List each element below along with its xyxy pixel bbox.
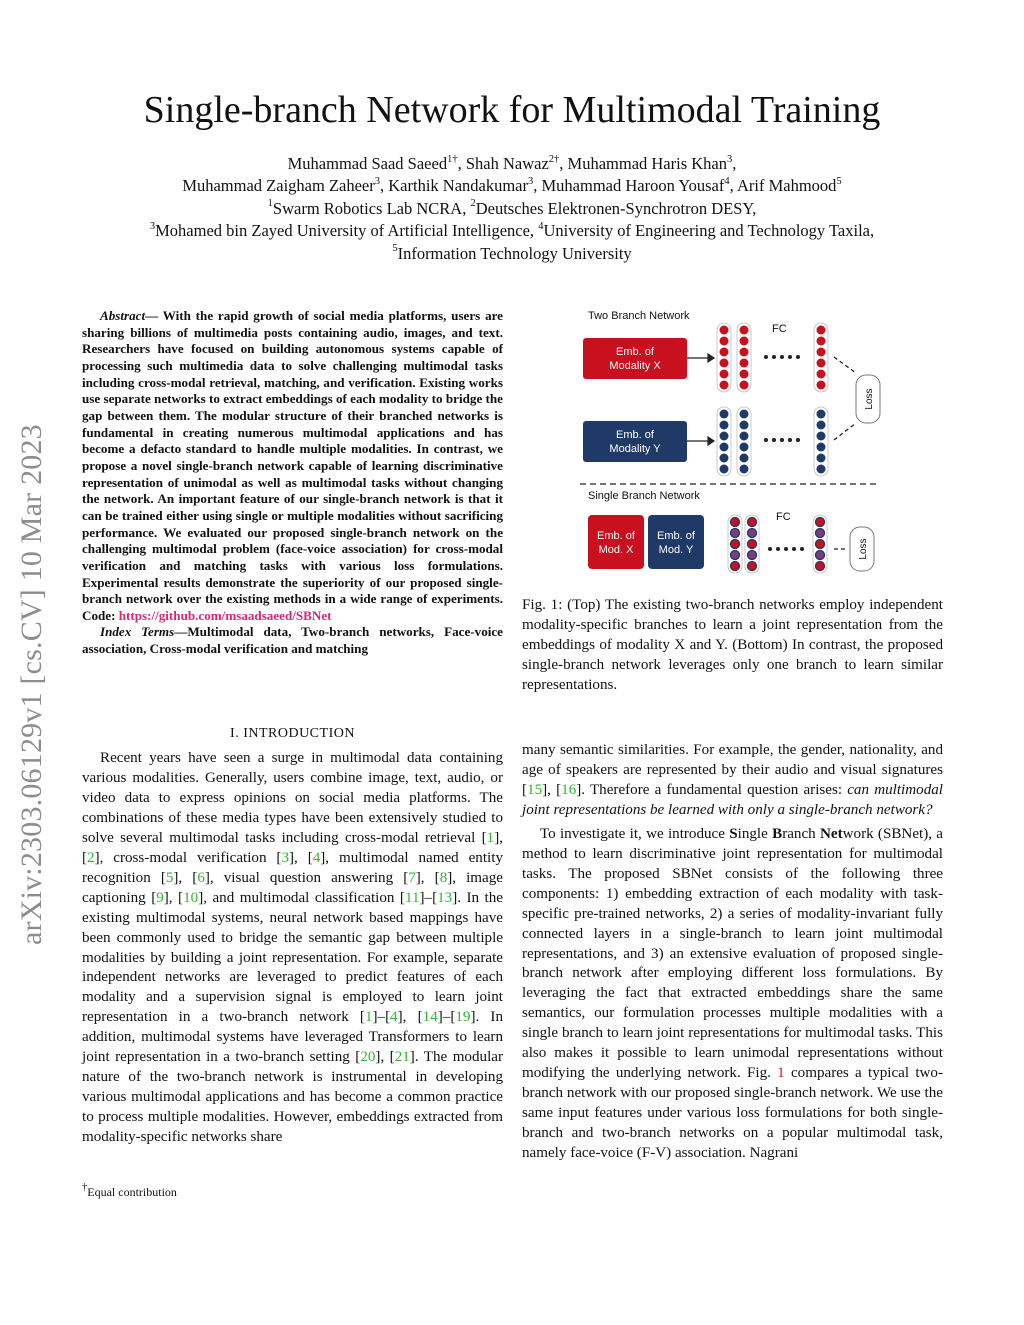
ellipsis-dot <box>776 547 780 551</box>
section-heading: I. INTRODUCTION <box>230 726 355 741</box>
code-link[interactable]: https://github.com/msaadsaeed/SBNet <box>118 607 332 623</box>
neuron-mixed <box>731 562 740 571</box>
neuron-red <box>720 370 729 379</box>
neuron-navy <box>817 454 826 463</box>
neuron-navy <box>740 421 749 430</box>
citation-link[interactable]: 11 <box>404 889 420 906</box>
neuron-red <box>817 381 826 390</box>
svg-text:Emb. of: Emb. of <box>616 346 654 358</box>
neuron-red <box>817 348 826 357</box>
arxiv-identifier: arXiv:2303.06129v1 [cs.CV] 10 Mar 2023 <box>15 424 48 945</box>
neuron-mixed <box>816 529 825 538</box>
author-block <box>80 153 944 265</box>
citation-link[interactable]: 1 <box>364 1009 373 1026</box>
affiliations-line-2: $^3$Mohamed bin Zayed University of Artificial Intelligence, $^4$University of Engineering and Technology Taxila, <box>149 220 875 241</box>
svg-text:Emb. of: Emb. of <box>597 530 635 542</box>
authors-line-1: Muhammad Saad Saeed$^{1\dagger}$, Shah Nawaz$^{2\dagger}$, Muhammad Haris Khan$^3$, <box>287 153 737 173</box>
citation-link[interactable]: 21 <box>394 1049 410 1066</box>
neuron-navy <box>720 410 729 419</box>
citation-link[interactable]: 6 <box>197 869 205 886</box>
neuron-navy <box>817 410 826 419</box>
neuron-navy <box>740 432 749 441</box>
citation-link[interactable]: 19 <box>455 1009 471 1026</box>
affiliations-line-3: $^5$Information Technology University <box>392 243 632 263</box>
neuron-red <box>720 337 729 346</box>
neuron-red <box>817 359 826 368</box>
neuron-mixed <box>748 529 757 538</box>
neuron-red <box>740 381 749 390</box>
citation-link[interactable]: 14 <box>422 1009 438 1026</box>
citation-link[interactable]: 10 <box>183 889 199 906</box>
network-diagram <box>580 305 890 585</box>
citation-link[interactable]: 16 <box>561 781 577 798</box>
research-question: can multimodal joint representations be learned with only a single-branch network? <box>522 781 943 818</box>
neuron-red <box>720 381 729 390</box>
citation-link[interactable]: 8 <box>439 869 448 886</box>
svg-text:Loss: Loss <box>864 388 875 410</box>
ellipsis-dot <box>768 547 772 551</box>
neuron-mixed <box>731 518 740 527</box>
ellipsis-dot <box>788 355 792 359</box>
affiliations-line-1: $^1$Swarm Robotics Lab NCRA, $^2$Deutsches Elektronen-Synchrotron DESY, <box>267 198 757 218</box>
ellipsis-dot <box>800 547 804 551</box>
neuron-red <box>817 337 826 346</box>
neuron-navy <box>720 443 729 452</box>
paper-title: Single-branch Network for Multimodal Training <box>143 89 881 131</box>
neuron-navy <box>720 421 729 430</box>
neuron-mixed <box>816 562 825 571</box>
neuron-navy <box>720 432 729 441</box>
svg-text:Emb. of: Emb. of <box>657 530 695 542</box>
index-terms-text: —Multimodal data, Two-branch networks, Face-voice association, Cross-modal verification and matching <box>82 624 503 657</box>
footnote: †Equal contribution <box>82 1182 177 1199</box>
citation-link[interactable]: 15 <box>527 781 543 798</box>
ellipsis-dot <box>796 355 800 359</box>
figure-reference-link[interactable]: 1 <box>777 1065 785 1082</box>
neuron-navy <box>740 443 749 452</box>
emb-modality-x-box <box>583 338 687 379</box>
fc-layers-single-branch <box>728 515 827 573</box>
svg-text:Modality X: Modality X <box>609 360 661 372</box>
fc-layers-two-branch <box>717 323 828 476</box>
loss-box-bottom <box>850 527 874 571</box>
citation-link[interactable]: 9 <box>156 889 164 906</box>
two-branch-label: Two Branch Network <box>588 310 690 322</box>
neuron-mixed <box>731 529 740 538</box>
intro-paragraph: Recent years have seen a surge in multimodal data containing various modalities. Generally, users combine image, text, audio, or video data to express opinions on social media platforms. The combinations of these media types have been extensively studied to solve several multimodal tasks including cross-modal retrieval [1], [2], cross-modal verification [3], [4], multimodal named entity recognition [5], [6], visual question answering [7], [8], image captioning [9], [10], and multimodal classification [11]–[13]. In the existing multimodal systems, neural network based mappings have been commonly used to bridge the semantic gap between multiple modalities by building a joint representation. For example, separate independent networks are leveraged to predict features of each modality and a supervision signal is employed to learn joint representation in a two-branch network [1]–[4], [14]–[19]. In addition, multimodal systems have leveraged Transformers to learn joint representation in a two-branch setting [20], [21]. The modular nature of the two-branch network is instrumental in developing various multimodal applications and has become a common practice to process multiple modalities. However, embeddings extracted from modality-specific networks share <box>82 750 503 1146</box>
abstract-label: Abstract <box>100 308 146 323</box>
ellipsis-dot <box>772 355 776 359</box>
figure-1 <box>580 305 890 585</box>
ellipsis-dot <box>796 438 800 442</box>
citation-link[interactable]: 3 <box>281 849 289 866</box>
neuron-navy <box>720 454 729 463</box>
abstract-text: — With the rapid growth of social media platforms, users are sharing billions of multimedia posts containing audio, images, and text. Researchers have focused on building autonomous systems capable of processing such multimedia data to solve challenging multimodal tasks including cross-modal retrieval, matching, and verification. Existing works use separate networks to extract embeddings of each modality to bridge the gap between them. The modular structure of their branched networks is fundamental in creating numerous multimodal applications and has become a defacto standard to handle multiple modalities. In contrast, we propose a novel single-branch network capable of learning discriminative representation of unimodal as well as multimodal tasks without changing the network. An important feature of our single-branch network is that it can be trained either using single or multiple modalities without sacrificing performance. We evaluated our proposed single-branch network on the challenging multimodal problem (face-voice association) for cross-modal verification and matching tasks with various loss formulations. Experimental results demonstrate the superiority of our proposed single-branch network over the existing methods in a wide range of experiments. Code: <box>82 308 503 623</box>
svg-text:Mod. X: Mod. X <box>598 544 634 556</box>
svg-text:Loss: Loss <box>858 538 869 560</box>
neuron-mixed <box>816 518 825 527</box>
ellipsis-dot <box>764 355 768 359</box>
ellipsis-dot <box>764 438 768 442</box>
emb-mod-y-box <box>648 515 704 569</box>
emb-mod-x-box <box>588 515 644 569</box>
emb-modality-y-box <box>583 421 687 462</box>
neuron-red <box>720 348 729 357</box>
neuron-mixed <box>731 540 740 549</box>
citation-link[interactable]: 4 <box>390 1009 398 1026</box>
svg-text:Mod. Y: Mod. Y <box>658 544 694 556</box>
loss-box-top <box>856 375 880 423</box>
svg-text:Modality Y: Modality Y <box>609 443 661 455</box>
ellipsis-dot <box>780 438 784 442</box>
fc-label-top: FC <box>772 323 787 335</box>
neuron-red <box>720 326 729 335</box>
neuron-red <box>740 348 749 357</box>
neuron-mixed <box>731 551 740 560</box>
citation-link[interactable]: 2 <box>87 849 95 866</box>
citation-link[interactable]: 1 <box>486 829 495 846</box>
authors-line-2: Muhammad Zaigham Zaheer$^3$, Karthik Nandakumar$^3$, Muhammad Haroon Yousaf$^4$, Arif Mahmood$^5$ <box>182 175 842 196</box>
ellipsis-dot <box>788 438 792 442</box>
ellipsis-dot <box>792 547 796 551</box>
index-terms-label: Index Terms <box>100 624 175 640</box>
ellipsis-dot <box>780 355 784 359</box>
citation-link[interactable]: 4 <box>312 849 321 866</box>
neuron-red <box>740 359 749 368</box>
right-column-text: many semantic similarities. For example, the gender, nationality, and age of speakers are represented by their audio and visual signatures [15], [16]. Therefore a fundamental question arises: can multimodal joint representations be learned with only a single-branch network? To investigate it, we introduce Single Branch Network (SBNet), a method to learn discriminative joint representation for multimodal tasks. The proposed SBNet consists of the following three components: 1) embedding extraction of each modality with task-specific pre-trained networks, 2) a series of modality-invariant fully connected layers in a single-branch to learn joint multimodal representations, and 3) an extensive evaluation of proposed single-branch network after employing different loss formulations. By leveraging the fact that extracted embeddings share the same semantics, our formulation processes multiple modalities with a single branch to learn joint representations for multimodal tasks. This also makes it possible to learn unimodal representations without modifying the underlying network. Fig. 1 compares a typical two-branch network with our proposed single-branch network. We use the same input features under various loss formulations for both single-branch and two-branch networks on a popular multimodal task, namely face-voice (F-V) association. Nagrani <box>522 742 943 1162</box>
neuron-navy <box>817 421 826 430</box>
svg-text:Emb. of: Emb. of <box>616 429 654 441</box>
neuron-navy <box>817 465 826 474</box>
single-branch-label: Single Branch Network <box>588 490 700 502</box>
neuron-red <box>740 337 749 346</box>
neuron-navy <box>740 465 749 474</box>
neuron-red <box>740 370 749 379</box>
citation-link[interactable]: 13 <box>437 889 453 906</box>
neuron-mixed <box>748 562 757 571</box>
ellipsis-dot <box>784 547 788 551</box>
citation-link[interactable]: 5 <box>165 869 174 886</box>
neuron-red <box>740 326 749 335</box>
figure-caption: Fig. 1: (Top) The existing two-branch networks employ independent modality-specific branches to learn a joint representation from the embeddings of modality X and Y. (Bottom) In contrast, the proposed single-branch network leverages only one branch to learn similar representations. <box>522 597 943 693</box>
neuron-mixed <box>748 551 757 560</box>
ellipsis-dot <box>772 438 776 442</box>
fc-label-bottom: FC <box>776 511 791 523</box>
neuron-red <box>720 359 729 368</box>
neuron-mixed <box>748 540 757 549</box>
neuron-red <box>817 370 826 379</box>
neuron-navy <box>817 432 826 441</box>
neuron-navy <box>740 454 749 463</box>
citation-link[interactable]: 20 <box>360 1049 376 1066</box>
neuron-mixed <box>816 551 825 560</box>
neuron-navy <box>740 410 749 419</box>
neuron-red <box>817 326 826 335</box>
neuron-navy <box>720 465 729 474</box>
abstract <box>82 308 503 658</box>
citation-link[interactable]: 7 <box>408 869 416 886</box>
neuron-mixed <box>748 518 757 527</box>
neuron-navy <box>817 443 826 452</box>
neuron-mixed <box>816 540 825 549</box>
